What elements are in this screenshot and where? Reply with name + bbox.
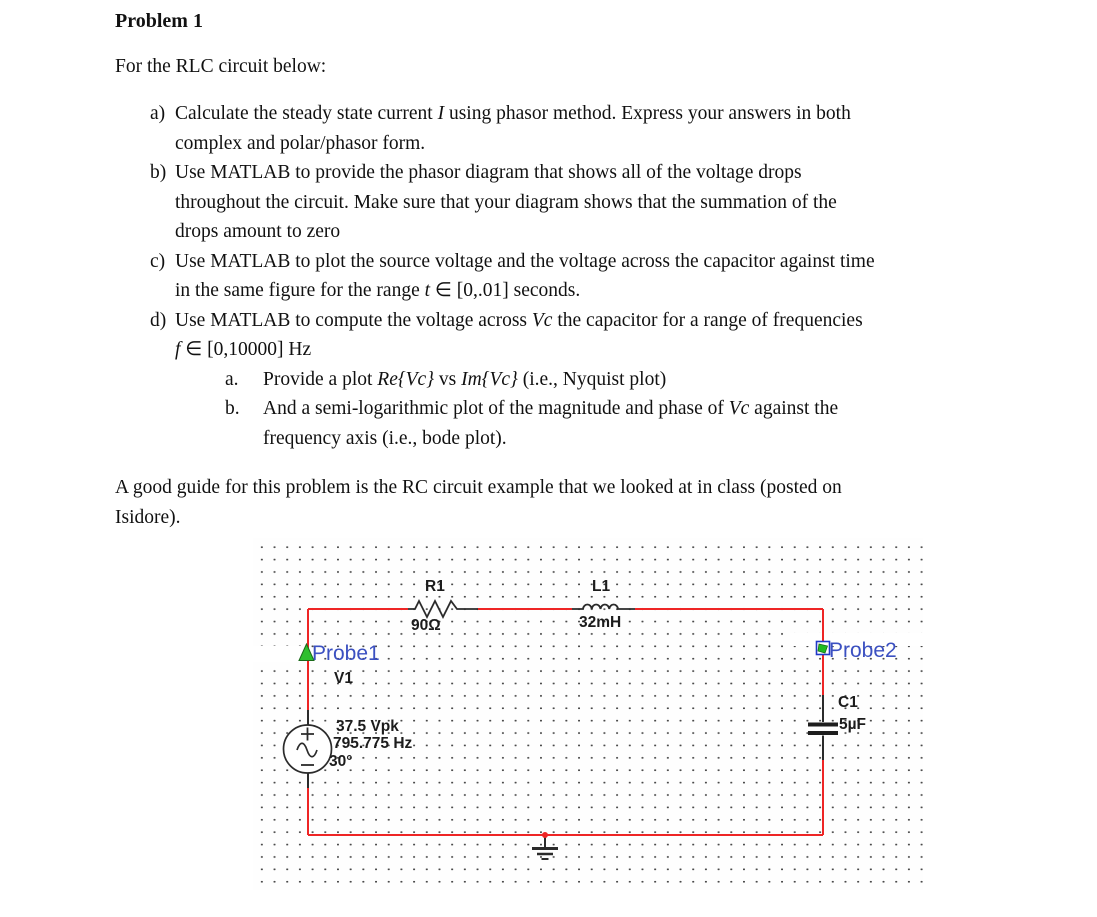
list-text: complex and polar/phasor form.	[175, 132, 426, 154]
list-line	[115, 99, 1097, 129]
closing-line: A good guide for this problem is the RC circuit example that we looked at in class (posted on	[115, 477, 842, 498]
problem-list	[115, 99, 1097, 453]
list-line	[115, 158, 1097, 188]
ground-symbol	[532, 849, 558, 860]
list-line	[115, 217, 1097, 247]
junction-dot	[542, 832, 548, 838]
list-line	[115, 335, 1097, 365]
list-text: f ∈ [0,10000] Hz	[175, 339, 312, 360]
capacitor-ref-label: C1	[838, 694, 858, 711]
inductor-value-label: 32mH	[579, 614, 622, 631]
list-line	[115, 276, 1097, 306]
resistor-value-label: 90Ω	[411, 617, 441, 634]
source-ref-label: V1	[334, 670, 353, 687]
list-marker: c)	[150, 250, 166, 272]
list-line	[115, 188, 1097, 218]
ac-source-symbol	[284, 725, 332, 773]
list-marker: d)	[150, 309, 167, 331]
list-text: drops amount to zero	[175, 221, 341, 242]
probe2-flag-icon	[817, 642, 830, 655]
list-marker: a)	[150, 103, 166, 124]
sublist-line	[115, 365, 1097, 395]
sublist-marker: b.	[225, 398, 240, 419]
probe1-label: Probe1	[312, 642, 380, 665]
page-title: Problem 1	[115, 10, 203, 32]
list-marker: b)	[150, 162, 167, 183]
list-text: throughout the circuit. Make sure that your diagram shows that the summation of the	[175, 191, 837, 213]
closing-line: Isidore).	[115, 506, 181, 528]
list-line	[115, 129, 1097, 159]
resistor-symbol	[408, 601, 478, 617]
circuit-schematic	[253, 538, 923, 890]
circuit-drawing	[253, 538, 923, 890]
closing-paragraph	[115, 473, 1097, 532]
capacitor-symbol	[808, 723, 838, 736]
list-text: in the same figure for the range t ∈ [0,.01] seconds.	[175, 280, 581, 301]
sublist-line	[115, 424, 1097, 454]
sublist-text: Provide a plot Re{Vc} vs Im{Vc} (i.e., Nyquist plot)	[263, 368, 667, 390]
sublist-text: And a semi-logarithmic plot of the magnitude and phase of Vc against the	[263, 398, 839, 419]
capacitor-plate-bottom	[808, 731, 838, 735]
intro-text: For the RLC circuit below:	[115, 56, 327, 77]
list-line	[115, 247, 1097, 277]
probe2-label: Probe2	[829, 639, 897, 662]
sublist-line	[115, 394, 1097, 424]
list-text: Calculate the steady state current I using phasor method. Express your answers in both	[175, 103, 851, 124]
source-amplitude-label: 37.5 Vpk	[336, 718, 399, 735]
resistor-ref-label: R1	[425, 578, 445, 595]
sublist-marker: a.	[225, 368, 239, 390]
capacitor-plate-top	[808, 723, 838, 727]
sublist-text: frequency axis (i.e., bode plot).	[263, 427, 507, 449]
list-text: Use MATLAB to compute the voltage across Vc the capacitor for a range of frequencies	[175, 309, 863, 331]
capacitor-value-label: 5µF	[839, 716, 867, 733]
list-text: Use MATLAB to plot the source voltage and the voltage across the capacitor against time	[175, 250, 875, 272]
source-phase-label: 30°	[329, 753, 353, 770]
inductor-symbol	[572, 605, 635, 609]
list-line	[115, 306, 1097, 336]
inductor-ref-label: L1	[592, 578, 611, 595]
source-frequency-label: 795.775 Hz	[333, 735, 413, 752]
list-text: Use MATLAB to provide the phasor diagram that shows all of the voltage drops	[175, 162, 802, 183]
